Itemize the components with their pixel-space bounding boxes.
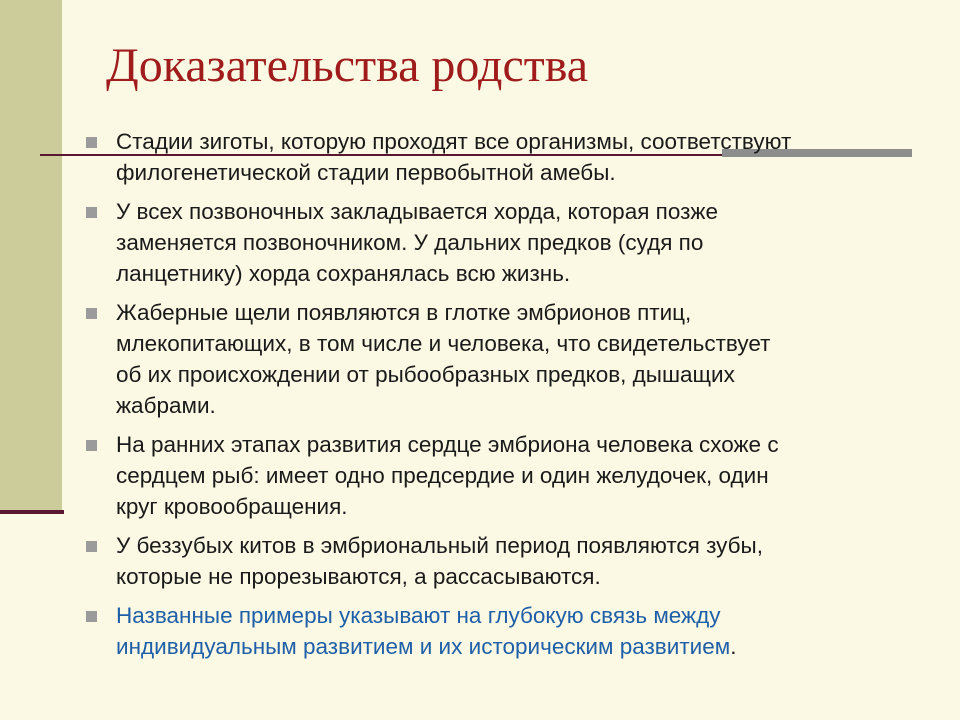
bullet-line: сердцем рыб: имеет одно предсердие и один желудочек, один [116,463,769,488]
bullet-line: На ранних этапах развития сердце эмбриона человека схоже с [116,432,779,457]
bullet-line: филогенетической стадии первобытной амебы. [116,160,616,185]
bullet-line: млекопитающих, в том числе и человека, что свидетельствует [116,331,771,356]
bullet-line-last [116,631,946,662]
slide-title: Доказательства родства [106,39,589,92]
bullet-line-text: индивидуальным развитием и их историческим развитием [116,634,731,659]
side-accent-bar-edge [0,510,64,514]
square-bullet-icon [86,611,97,622]
bullet-line: жабрами. [116,393,216,418]
bullet-trailing-period: . [730,634,737,659]
bullet-line: У беззубых китов в эмбриональный период появляются зубы, [116,533,763,558]
bullet-line: Стадии зиготы, которую проходят все организмы, соответствуют [116,129,792,154]
bullet-item-zygote [86,126,946,188]
square-bullet-icon [86,440,97,451]
bullet-list [86,126,946,670]
square-bullet-icon [86,541,97,552]
side-accent-bar [0,0,62,512]
bullet-item-notochord [86,196,946,289]
bullet-line: У всех позвоночных закладывается хорда, которая позже [116,199,718,224]
square-bullet-icon [86,137,97,148]
bullet-line: об их происхождении от рыбообразных предков, дышащих [116,362,735,387]
square-bullet-icon [86,207,97,218]
bullet-item-heart [86,429,946,522]
bullet-line: заменяется позвоночником. У дальних предков (судя по [116,230,704,255]
bullet-line: Жаберные щели появляются в глотке эмбрионов птиц, [116,300,692,325]
bullet-item-gill-slits [86,297,946,421]
bullet-line: ланцетнику) хорда сохранялась всю жизнь. [116,261,571,286]
bullet-line: которые не прорезываются, а рассасываются. [116,564,601,589]
bullet-item-conclusion [86,600,946,662]
bullet-line: Названные примеры указывают на глубокую связь между [116,603,721,628]
bullet-item-whales [86,530,946,592]
square-bullet-icon [86,308,97,319]
bullet-line: круг кровообращения. [116,494,348,519]
